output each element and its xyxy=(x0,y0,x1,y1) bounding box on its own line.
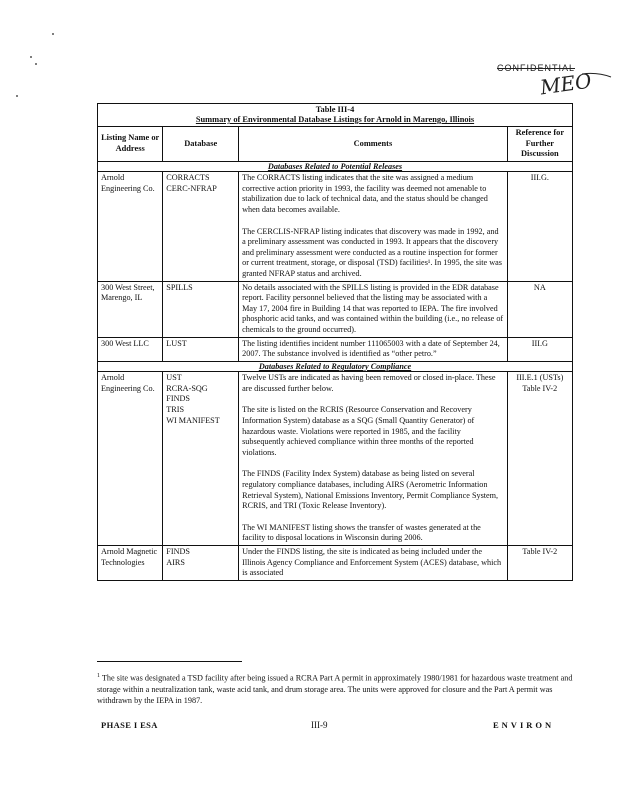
table-caption: Summary of Environmental Database Listings for Arnold in Marengo, Illinois xyxy=(195,115,475,124)
comment-paragraph: The WI MANIFEST listing shows the transfer of wastes generated at the facility to disposal locations in Wisconsin during 2006. xyxy=(242,522,481,543)
database-item: RCRA-SQG xyxy=(166,383,208,393)
database-item: CERC-NFRAP xyxy=(166,183,217,193)
table-row xyxy=(98,546,573,581)
database-cell xyxy=(163,172,239,281)
database-item: CORRACTS xyxy=(166,173,210,183)
database-item: WI MANIFEST xyxy=(166,415,220,425)
section-heading-regulatory-compliance: Databases Related to Regulatory Compliance xyxy=(98,361,573,372)
table-header-row xyxy=(98,127,573,162)
database-item: AIRS xyxy=(166,557,185,567)
table-title xyxy=(98,104,573,127)
footnote xyxy=(97,671,575,706)
comment-paragraph: The listing identifies incident number 111065003 with a date of September 24, 2007. The substance involved is identified as “other petro.” xyxy=(242,338,500,359)
database-cell xyxy=(163,372,239,546)
comments-cell xyxy=(239,172,508,281)
section-heading-row xyxy=(98,361,573,372)
comment-paragraph: The site is listed on the RCRIS (Resource Conservation and Recovery Information System) database as a SQG (Small Quantity Generator) of hazardous waste. Violations were reported in 1985, and the facility subsequently achieved compliance within three months of the reported violations. xyxy=(242,405,475,457)
scan-speck xyxy=(30,56,32,58)
header-comments: Comments xyxy=(239,127,508,162)
database-item: UST xyxy=(166,373,182,383)
database-cell xyxy=(163,281,239,337)
footer-document-type: PHASE I ESA xyxy=(101,720,158,730)
comment-paragraph: The FINDS (Facility Index System) database as being listed on several regulatory compliance databases, including AIRS (Aerometric Information Retrieval System), National Emissions Inventory, Permit Compliance System, RCRIS, and TRI (Toxic Release Inventory). xyxy=(242,469,499,511)
comment-paragraph: The CERCLIS-NFRAP listing indicates that discovery was made in 1992, and a preliminary assessment was conducted in 1993. It appears that the discovery and preliminary assessment were conducted as a routine inspection for former or current treatment, storage, or disposal (TSD) facilities¹. In 1995, the site was granted NFRAP status and archived. xyxy=(242,226,502,279)
comments-cell xyxy=(239,546,508,581)
section-heading-potential-releases: Databases Related to Potential Releases xyxy=(98,161,573,172)
table-row xyxy=(98,372,573,546)
handwritten-initials: MEO xyxy=(538,68,593,100)
table-row xyxy=(98,281,573,337)
footnote-text: The site was designated a TSD facility after being issued a RCRA Part A permit in approximately 1980/1981 for hazardous waste treatment and storage within a neutralization tank, waste acid tank, and drum storage area. The units were approved for closure and the Part A permit was withdrawn by the IEPA in 1987. xyxy=(97,673,573,705)
reference-cell: III.E.1 (USTs) Table IV-2 xyxy=(507,372,572,546)
table-number: Table III-4 xyxy=(315,105,355,114)
header-reference: Reference for Further Discussion xyxy=(507,127,572,162)
comments-cell xyxy=(239,337,508,361)
reference-cell: III.G xyxy=(507,337,572,361)
comment-paragraph: Twelve USTs are indicated as having been removed or closed in-place. These are discussed further below. xyxy=(242,373,496,393)
reference-cell: Table IV-2 xyxy=(507,546,572,581)
confidential-stamp: CONFIDENTIAL xyxy=(497,63,576,73)
database-cell xyxy=(163,546,239,581)
listing-name: Arnold Engineering Co. xyxy=(98,372,163,546)
database-item: FINDS xyxy=(166,394,190,404)
comments-cell xyxy=(239,281,508,337)
database-item: FINDS xyxy=(166,547,190,556)
database-cell xyxy=(163,337,239,361)
table-row xyxy=(98,337,573,361)
comment-paragraph: No details associated with the SPILLS listing is provided in the EDR database report. Facility personnel believed that the listing may be associated with a May 17, 2004 fire in Building 14 that was reported to IEPA. The fire involved phosphoric acid tanks, and was contained within the building (i.e., no release of chemicals to the ground occurred). xyxy=(242,282,504,334)
header-database: Database xyxy=(163,127,239,162)
footnote-rule xyxy=(97,661,242,662)
footnote-marker: 1 xyxy=(97,673,100,679)
footer-company: ENVIRON xyxy=(493,720,555,730)
listing-name: 300 West LLC xyxy=(98,337,163,361)
reference-cell: NA xyxy=(507,281,572,337)
database-item: LUST xyxy=(166,338,187,348)
reference-cell: III.G. xyxy=(507,172,572,281)
database-item: TRIS xyxy=(166,405,185,415)
scan-speck xyxy=(35,63,37,65)
header-listing-name: Listing Name or Address xyxy=(98,127,163,162)
listing-name: Arnold Magnetic Technologies xyxy=(98,546,163,581)
comment-paragraph: Under the FINDS listing, the site is indicated as being included under the Illinois Agency Compliance and Enforcement System (ACES) database, which is associated xyxy=(242,547,502,578)
scan-speck xyxy=(16,95,18,97)
page-number: III-9 xyxy=(311,720,328,730)
table-row xyxy=(98,172,573,281)
comment-paragraph: The CORRACTS listing indicates that the site was assigned a medium corrective action priority in 1993, the facility was deemed not amenable to stabilization due to lack of technical data, and the status should be changed when data becomes available. xyxy=(242,173,488,215)
database-listings-table xyxy=(97,103,573,581)
scan-speck xyxy=(52,33,54,35)
section-heading-row xyxy=(98,161,573,172)
listing-name: Arnold Engineering Co. xyxy=(98,172,163,281)
listing-name: 300 West Street, Marengo, IL xyxy=(98,281,163,337)
database-item: SPILLS xyxy=(166,282,193,292)
table-title-row xyxy=(98,104,573,127)
comments-cell xyxy=(239,372,508,546)
